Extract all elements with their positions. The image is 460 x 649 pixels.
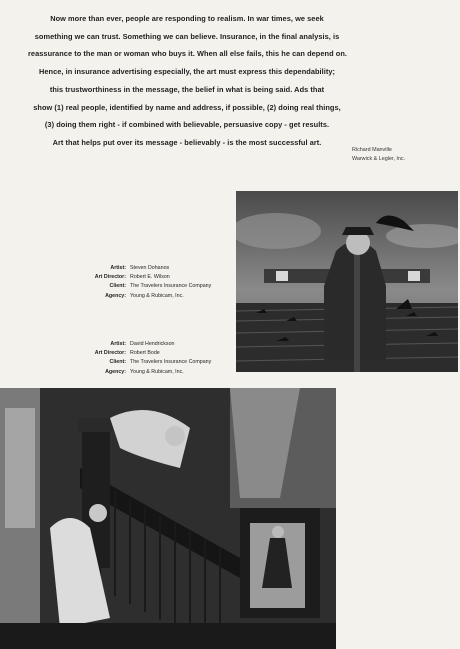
credit-label: Agency: <box>105 368 126 375</box>
credit-value: Robert Bode <box>130 350 160 357</box>
quote-line: Hence, in insurance advertising especially, the art must express this dependability; <box>38 67 336 77</box>
quote-line: Now more than ever, people are responding to realism. In war times, we seek <box>50 14 324 23</box>
credit-row <box>82 340 211 349</box>
credit-row <box>82 282 211 291</box>
quote-line: reassurance to the man or woman who buys it. When all else fails, this he can depend on. <box>28 49 347 59</box>
credit-row <box>82 264 211 273</box>
credit-value: Young & Rubicam, Inc. <box>130 292 184 299</box>
credit-value: The Travelers Insurance Company <box>130 359 212 366</box>
credit-row <box>82 358 211 367</box>
credit-value: Steven Dohanos <box>130 265 170 271</box>
credit-row <box>82 273 211 282</box>
credit-row <box>82 368 211 377</box>
credit-label: Client: <box>109 359 126 366</box>
credit-row <box>82 349 211 358</box>
quote-line: show (1) real people, identified by name and address, if possible, (2) doing real things, <box>33 102 341 112</box>
quote-attribution <box>352 146 405 164</box>
quote-line: something we can trust. Something we can believe. Insurance, in the final analysis, is <box>34 31 340 41</box>
credit-row <box>82 292 211 301</box>
credit-value: Young & Rubicam, Inc. <box>130 368 184 375</box>
staircase-illustration <box>0 388 336 649</box>
credit-label: Agency: <box>105 292 126 299</box>
credit-label: Artist: <box>110 265 126 271</box>
credits-block-scarecrow <box>82 264 211 301</box>
credit-label: Artist: <box>110 341 126 347</box>
credit-label: Art Director: <box>94 274 126 281</box>
quote-line: (3) doing them right - if combined with believable, persuasive copy - get results. <box>44 120 330 130</box>
scarecrow-illustration <box>236 191 458 372</box>
quote-line: this trustworthiness in the message, the belief in what is being said. Ads that <box>49 84 325 94</box>
credit-label: Art Director: <box>94 350 126 357</box>
quote-line: Art that helps put over its message - believably - is the most successful art. <box>52 137 322 147</box>
credit-value: Robert E. Wilson <box>130 274 170 281</box>
credits-block-staircase <box>82 340 211 377</box>
credit-label: Client: <box>109 283 126 290</box>
attribution-company: Warwick & Legler, Inc. <box>352 156 406 162</box>
attribution-name: Richard Manville <box>352 147 392 153</box>
quote-paragraph <box>28 10 346 152</box>
credit-value: The Travelers Insurance Company <box>130 283 212 290</box>
credit-value: David Hendrickson <box>130 341 175 347</box>
